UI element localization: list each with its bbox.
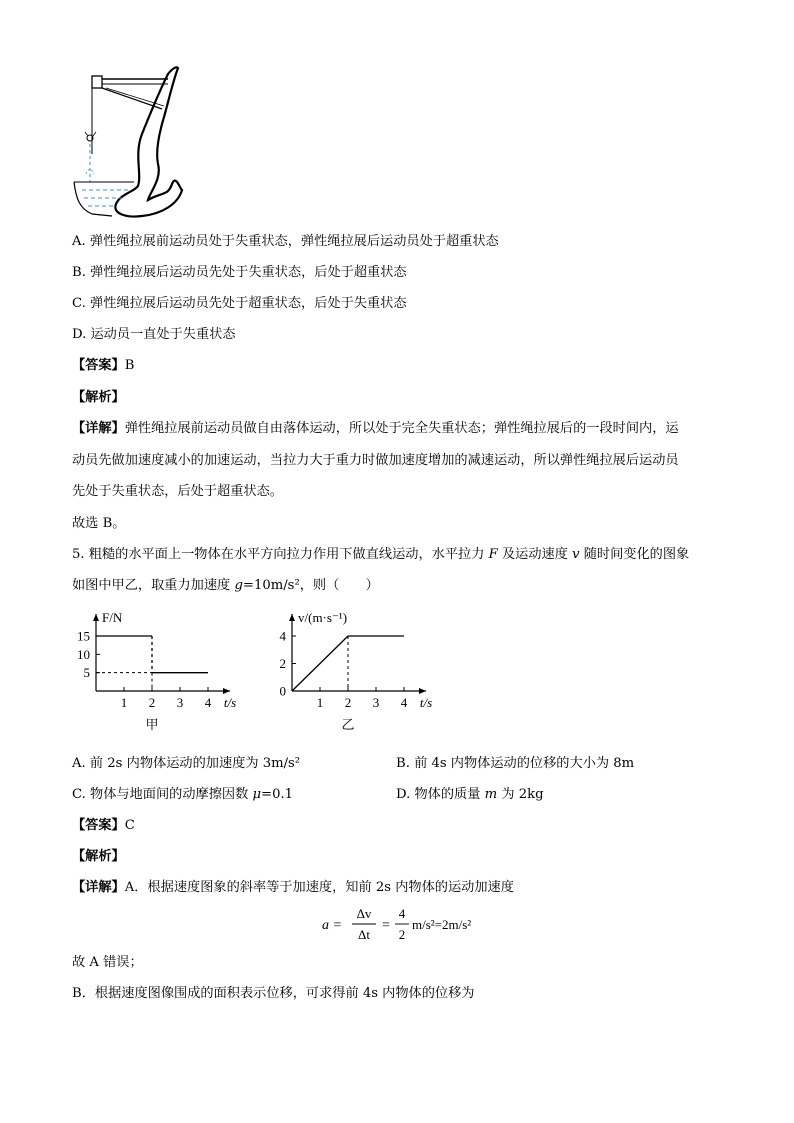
y-axis-arrow xyxy=(93,614,99,621)
x-tick-label: 1 xyxy=(316,695,324,710)
answer-tag: 【答案】 xyxy=(72,358,125,373)
acceleration-formula xyxy=(322,902,502,946)
formula-lhs: a = xyxy=(322,918,342,933)
y-axis-label: F/N xyxy=(102,610,123,625)
q5-option-b: B. 前 4s 内物体运动的位移的大小为 8m xyxy=(396,756,635,771)
x-tick-label: 4 xyxy=(204,695,212,710)
y-tick-label: 15 xyxy=(77,628,90,644)
q4-option-b: B. 弹性绳拉展后运动员先处于失重状态，后处于超重状态 xyxy=(72,265,407,280)
x-tick-label: 3 xyxy=(176,695,184,710)
q4-conclusion: 故选 B。 xyxy=(72,516,126,531)
bungee-illustration xyxy=(72,64,192,224)
formula-rest: m/s²=2m/s² xyxy=(412,917,472,932)
q4-option-c: C. 弹性绳拉展后运动员先处于超重状态，后处于失重状态 xyxy=(72,296,407,311)
series-segment xyxy=(292,636,348,691)
q5-analysis-tag: 【解析】 xyxy=(72,849,125,864)
y-tick-label: 2 xyxy=(279,656,286,671)
q4-answer xyxy=(72,358,134,374)
y-axis-arrow xyxy=(289,614,295,621)
detail-tag: 【详解】 xyxy=(72,421,125,436)
q5-a-wrong: 故 A 错误； xyxy=(72,955,143,970)
q5-option-a: A. 前 2s 内物体运动的加速度为 3m/s² xyxy=(72,756,301,771)
x-axis-arrow xyxy=(419,688,426,694)
y-tick-label: 4 xyxy=(279,628,286,644)
q4-detail-line-2: 动员先做加速度减小的加速运动，当拉力大于重力时做加速度增加的减速运动，所以弹性绳拉展后运动员 xyxy=(72,453,679,468)
q4-option-d: D. 运动员一直处于失重状态 xyxy=(72,327,236,342)
y-tick-label: 10 xyxy=(77,646,90,662)
q4-option-a: A. 弹性绳拉展前运动员处于失重状态，弹性绳拉展后运动员处于超重状态 xyxy=(72,234,499,249)
x-axis-label: t/s xyxy=(419,695,433,710)
y-axis-label: v/(m·s⁻¹) xyxy=(298,610,348,625)
q4-detail-line-1: 【详解】弹性绳拉展前运动员做自由落体运动，所以处于完全失重状态；弹性绳拉展后的一段时间内，运 xyxy=(72,421,679,436)
chart-caption: 甲 xyxy=(145,717,159,732)
q5-option-c: C. 物体与地面间的动摩擦因数 μ=0.1 xyxy=(72,787,294,802)
q5-option-d: D. 物体的质量 m 为 2kg xyxy=(396,787,544,802)
answer-value: B xyxy=(124,358,135,373)
formula-den1: Δt xyxy=(358,927,370,942)
q4-analysis-tag: 【解析】 xyxy=(72,390,125,405)
formula-num2: 4 xyxy=(398,906,406,921)
chart-velocity-time xyxy=(266,600,456,740)
x-axis-label: t/s xyxy=(223,695,237,710)
y-tick-label: 5 xyxy=(83,665,90,681)
y-tick-label: 0 xyxy=(279,683,286,699)
x-tick-label: 4 xyxy=(400,695,408,710)
q5-stem-line-2: 如图中甲乙，取重力加速度 g=10m/s²，则（ ） xyxy=(72,578,379,593)
q4-detail-line-3: 先处于失重状态，后处于超重状态。 xyxy=(72,484,283,499)
x-tick-label: 2 xyxy=(148,695,156,710)
formula-eq: = xyxy=(382,918,390,933)
q5-detail-b: B．根据速度图像围成的面积表示位移，可求得前 4s 内物体的位移为 xyxy=(72,986,475,1001)
q5-detail-a: 【详解】A．根据速度图象的斜率等于加速度，知前 2s 内物体的运动加速度 xyxy=(72,880,514,895)
chart-caption: 乙 xyxy=(341,717,355,732)
chart-force-time xyxy=(62,600,262,740)
x-tick-label: 1 xyxy=(120,695,128,710)
x-axis-arrow xyxy=(223,688,230,694)
q5-stem-line-1: 5. 粗糙的水平面上一物体在水平方向拉力作用下做直线运动，水平拉力 F 及运动速度 v 随时间变化的图象 xyxy=(72,547,690,562)
formula-num1: Δv xyxy=(356,906,372,921)
x-tick-label: 3 xyxy=(372,695,380,710)
x-tick-label: 2 xyxy=(344,695,352,710)
formula-den2: 2 xyxy=(398,927,406,942)
q5-answer: 【答案】C xyxy=(72,818,135,833)
